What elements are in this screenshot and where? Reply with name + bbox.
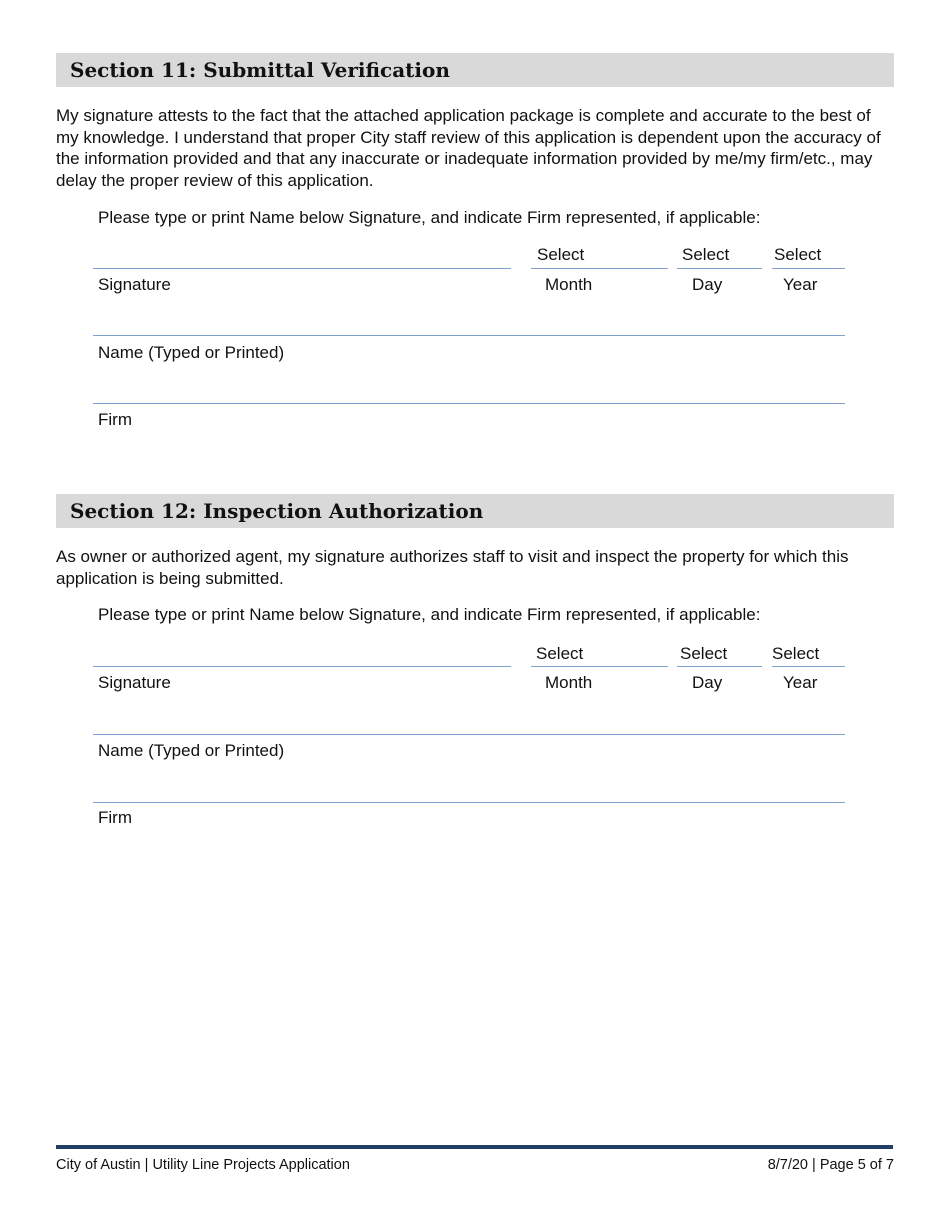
section-11-year-select[interactable]: Select — [774, 245, 822, 264]
section-11-signature-line — [93, 268, 511, 269]
section-11-year-line — [772, 268, 845, 269]
section-12-month-select[interactable]: Select — [536, 644, 584, 663]
section-12-day-line — [677, 666, 762, 667]
footer-title: City of Austin | Utility Line Projects Application — [56, 1157, 350, 1173]
section-12-paragraph: As owner or authorized agent, my signature authorizes staff to visit and inspect the property for which this application is being submitted. — [56, 547, 849, 588]
section-12-year-label: Year — [783, 673, 818, 692]
section-12-signature-field[interactable] — [93, 644, 511, 666]
section-12-name-field[interactable] — [93, 712, 845, 734]
section-11-firm-label: Firm — [98, 410, 132, 429]
section-11-signature-field[interactable] — [93, 246, 511, 268]
section-11-month-line — [531, 268, 668, 269]
section-11-header: Section 11: Submittal Verification — [56, 53, 894, 87]
section-12-year-select[interactable]: Select — [772, 644, 820, 663]
section-11-day-label: Day — [692, 275, 723, 294]
section-11-month-label: Month — [545, 275, 593, 294]
section-12-year-line — [772, 666, 845, 667]
section-11-paragraph: My signature attests to the fact that the attached application package is complete and accurate to the best of my knowledge. I understand that proper City staff review of this application is dependent upon the accuracy of the information provided and that any inaccurate or inadequate information provided by me/my firm/etc., may delay the proper review of this application. — [56, 106, 881, 190]
footer-rule — [56, 1145, 893, 1149]
section-12-signature-line — [93, 666, 511, 667]
section-11-day-line — [677, 268, 762, 269]
section-12-month-label: Month — [545, 673, 593, 692]
section-11-name-label: Name (Typed or Printed) — [98, 343, 285, 362]
section-11-signature-label: Signature — [98, 275, 171, 294]
section-12-header: Section 12: Inspection Authorization — [56, 494, 894, 528]
section-11-firm-line — [93, 403, 845, 404]
section-12-firm-label: Firm — [98, 808, 132, 827]
section-11-year-label: Year — [783, 275, 818, 294]
section-12-firm-field[interactable] — [93, 780, 845, 802]
section-11-instruction: Please type or print Name below Signature, and indicate Firm represented, if applicable: — [98, 208, 761, 227]
section-11-day-select[interactable]: Select — [682, 245, 730, 264]
section-12-day-label: Day — [692, 673, 723, 692]
section-12-firm-line — [93, 802, 845, 803]
section-11-name-field[interactable] — [93, 313, 845, 335]
section-11-firm-field[interactable] — [93, 381, 845, 403]
footer-page-info: 8/7/20 | Page 5 of 7 — [767, 1157, 894, 1173]
section-12-name-line — [93, 734, 845, 735]
section-12-signature-label: Signature — [98, 673, 171, 692]
section-12-month-line — [531, 666, 668, 667]
section-11-month-select[interactable]: Select — [537, 245, 585, 264]
section-12-name-label: Name (Typed or Printed) — [98, 741, 285, 760]
section-11-name-line — [93, 335, 845, 336]
section-12-instruction: Please type or print Name below Signature, and indicate Firm represented, if applicable: — [98, 605, 761, 624]
section-12-day-select[interactable]: Select — [680, 644, 728, 663]
